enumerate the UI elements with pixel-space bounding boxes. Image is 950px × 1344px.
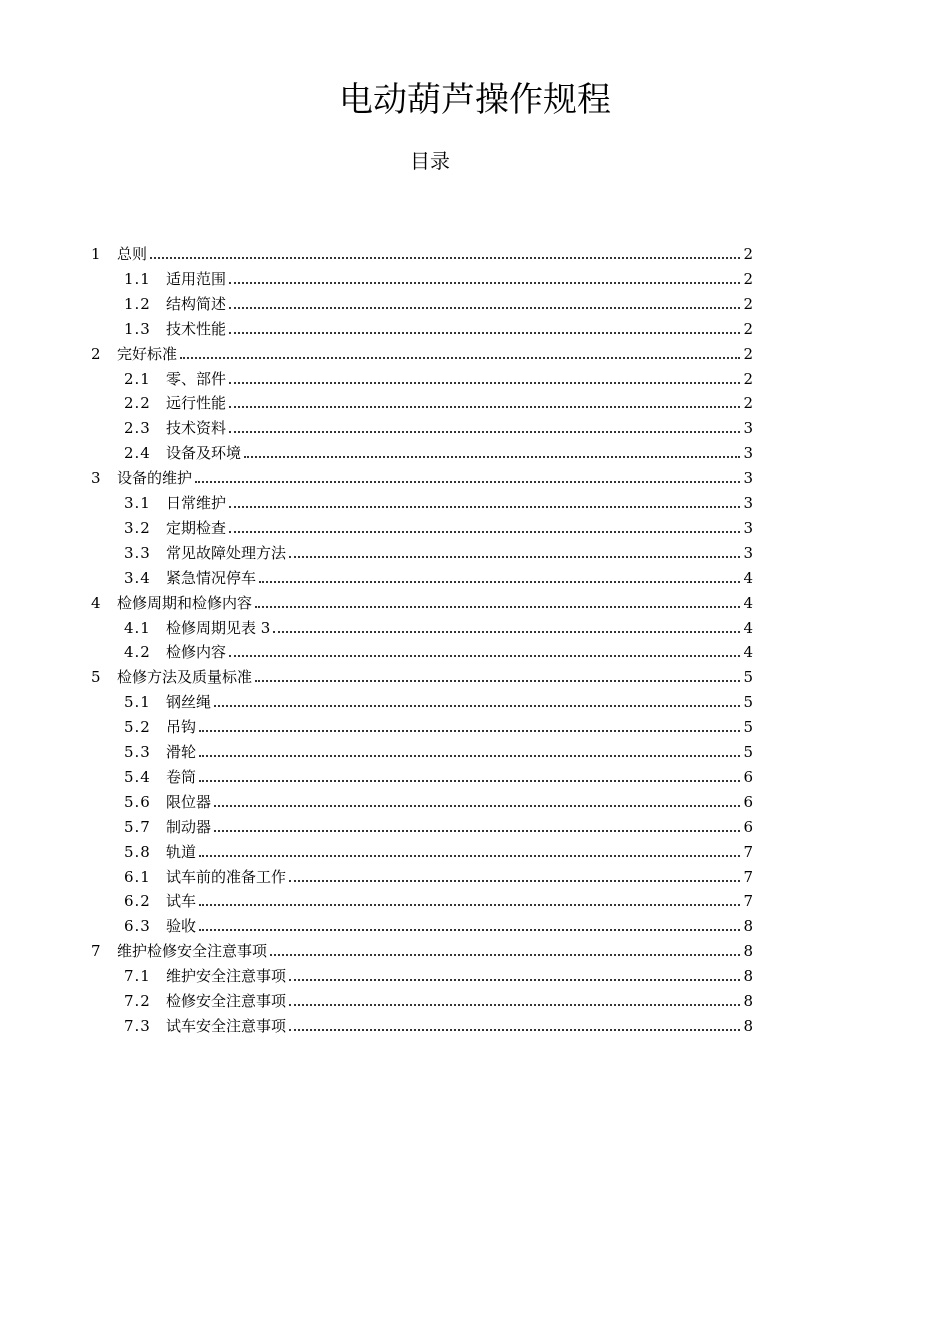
toc-entry-page-number: 7 bbox=[743, 867, 753, 886]
toc-entry-label: 远行性能 bbox=[166, 394, 227, 413]
toc-entry-page-number: 5 bbox=[743, 718, 753, 737]
toc-entry-number: 5.8 bbox=[124, 842, 151, 861]
toc-entry-label: 试车安全注意事项 bbox=[166, 1016, 287, 1035]
toc-entry-number: 4.1 bbox=[124, 618, 151, 637]
toc-entry-label: 卷筒 bbox=[166, 767, 197, 786]
toc-entry-page-number: 7 bbox=[743, 842, 753, 861]
toc-entry-label: 常见故障处理方法 bbox=[166, 543, 287, 562]
toc-entry-page-number: 2 bbox=[743, 269, 753, 288]
toc-entry-page-number: 3 bbox=[743, 419, 753, 438]
toc-entry[interactable] bbox=[124, 887, 753, 911]
toc-entry-label: 技术资料 bbox=[166, 419, 227, 438]
toc-entry-label: 总则 bbox=[117, 245, 148, 263]
toc-leader-dots bbox=[229, 431, 740, 433]
toc-entry[interactable] bbox=[124, 315, 753, 339]
toc-entry-label: 试车 bbox=[166, 892, 197, 911]
toc-leader-dots bbox=[150, 257, 740, 259]
toc-entry-page-number: 8 bbox=[743, 1016, 753, 1035]
toc-entry[interactable] bbox=[124, 788, 753, 812]
toc-entry-page-number: 3 bbox=[743, 494, 753, 512]
toc-entry[interactable] bbox=[124, 365, 753, 389]
toc-entry[interactable] bbox=[124, 987, 753, 1011]
toc-entry-page-number: 8 bbox=[743, 967, 753, 986]
toc-entry-page-number: 2 bbox=[743, 369, 753, 388]
toc-leader-dots bbox=[229, 282, 740, 284]
toc-leader-dots bbox=[199, 904, 740, 906]
toc-entry[interactable] bbox=[124, 713, 753, 737]
toc-leader-dots bbox=[289, 880, 740, 882]
toc-entry-number: 3.2 bbox=[124, 518, 151, 537]
toc-entry-label: 技术性能 bbox=[166, 319, 227, 338]
toc-entry-number: 1.3 bbox=[124, 319, 151, 338]
toc-entry-label: 紧急情况停车 bbox=[166, 568, 257, 587]
toc-entry-label: 试车前的准备工作 bbox=[166, 867, 287, 886]
toc-entry[interactable] bbox=[124, 813, 753, 837]
toc-heading: 目录 bbox=[410, 149, 450, 173]
toc-entry-number: 5.7 bbox=[124, 817, 151, 836]
toc-entry[interactable] bbox=[124, 539, 753, 563]
toc-leader-dots bbox=[199, 730, 740, 732]
toc-leader-dots bbox=[229, 332, 740, 334]
toc-entry[interactable] bbox=[91, 240, 753, 264]
toc-entry-label: 检修周期和检修内容 bbox=[117, 593, 253, 612]
toc-entry-label: 维护检修安全注意事项 bbox=[117, 942, 268, 961]
toc-entry-label: 日常维护 bbox=[166, 494, 227, 512]
toc-entry-page-number: 3 bbox=[743, 469, 753, 488]
toc-entry-number: 6.1 bbox=[124, 867, 151, 886]
toc-entry-number: 6.3 bbox=[124, 917, 151, 936]
toc-entry-page-number: 5 bbox=[743, 743, 753, 761]
toc-leader-dots bbox=[214, 805, 740, 807]
toc-entry-label: 检修内容 bbox=[166, 643, 227, 662]
toc-entry-page-number: 3 bbox=[743, 543, 753, 562]
toc-entry-label: 维护安全注意事项 bbox=[166, 967, 287, 986]
toc-entry[interactable] bbox=[91, 464, 753, 488]
toc-leader-dots bbox=[270, 954, 740, 956]
toc-leader-dots bbox=[255, 680, 740, 682]
toc-entry-label: 钢丝绳 bbox=[166, 693, 212, 712]
toc-entry-number: 4 bbox=[91, 593, 101, 612]
toc-leader-dots bbox=[259, 581, 740, 583]
toc-entry-page-number: 8 bbox=[743, 917, 753, 936]
toc-leader-dots bbox=[199, 755, 740, 757]
toc-entry-number: 4.2 bbox=[124, 643, 151, 662]
toc-leader-dots bbox=[214, 830, 740, 832]
toc-entry[interactable] bbox=[124, 688, 753, 712]
toc-entry-number: 7.2 bbox=[124, 992, 151, 1010]
toc-entry[interactable] bbox=[124, 763, 753, 787]
toc-leader-dots bbox=[214, 705, 740, 707]
toc-entry-number: 2 bbox=[91, 344, 101, 363]
toc-entry-page-number: 4 bbox=[743, 593, 753, 612]
toc-entry-page-number: 4 bbox=[743, 643, 753, 662]
toc-entry-page-number: 6 bbox=[743, 817, 753, 836]
toc-entry-page-number: 4 bbox=[743, 618, 753, 637]
toc-entry[interactable] bbox=[124, 863, 753, 887]
toc-entry-number: 5.2 bbox=[124, 718, 151, 737]
toc-entry[interactable] bbox=[91, 937, 753, 961]
toc-entry-label: 设备及环境 bbox=[166, 444, 242, 463]
toc-entry-label: 检修安全注意事项 bbox=[166, 992, 287, 1010]
toc-leader-dots bbox=[199, 780, 740, 782]
toc-entry-label: 定期检查 bbox=[166, 518, 227, 537]
toc-entry-number: 7 bbox=[91, 942, 101, 961]
toc-leader-dots bbox=[199, 929, 740, 931]
toc-entry-page-number: 6 bbox=[743, 792, 753, 811]
toc-entry-label: 结构简述 bbox=[166, 294, 227, 313]
toc-entry-page-number: 5 bbox=[743, 693, 753, 712]
toc-entry-number: 3 bbox=[91, 469, 101, 488]
toc-entry-number: 5.4 bbox=[124, 767, 151, 786]
toc-leader-dots bbox=[199, 855, 740, 857]
toc-entry[interactable] bbox=[124, 738, 753, 762]
toc-entry-number: 5.3 bbox=[124, 743, 151, 761]
toc-entry[interactable] bbox=[124, 912, 753, 936]
toc-entry-number: 2.2 bbox=[124, 394, 151, 413]
toc-entry-page-number: 2 bbox=[743, 294, 753, 313]
toc-entry-number: 2.1 bbox=[124, 369, 151, 388]
toc-entry-number: 5.6 bbox=[124, 792, 151, 811]
toc-entry[interactable] bbox=[124, 962, 753, 986]
toc-leader-dots bbox=[273, 631, 740, 633]
toc-leader-dots bbox=[229, 406, 740, 408]
toc-entry-page-number: 6 bbox=[743, 767, 753, 786]
toc-leader-dots bbox=[180, 357, 740, 359]
toc-entry[interactable] bbox=[124, 290, 753, 314]
toc-entry-page-number: 3 bbox=[743, 444, 753, 463]
toc-leader-dots bbox=[229, 531, 740, 533]
toc-entry-label: 零、部件 bbox=[166, 369, 227, 388]
toc-entry[interactable] bbox=[124, 414, 753, 438]
toc-entry-page-number: 5 bbox=[743, 668, 753, 687]
toc-entry[interactable] bbox=[124, 489, 753, 513]
toc-entry-number: 1.2 bbox=[124, 294, 151, 313]
toc-entry-label: 适用范围 bbox=[166, 269, 227, 288]
toc-entry-label: 限位器 bbox=[166, 792, 212, 811]
toc-leader-dots bbox=[289, 1029, 740, 1031]
toc-entry-label: 检修方法及质量标准 bbox=[117, 668, 253, 687]
toc-entry-page-number: 2 bbox=[743, 394, 753, 413]
toc-leader-dots bbox=[289, 1004, 740, 1006]
toc-entry-label: 设备的维护 bbox=[117, 469, 193, 488]
toc-leader-dots bbox=[289, 979, 740, 981]
toc-leader-dots bbox=[229, 506, 740, 508]
toc-entry-number: 3.3 bbox=[124, 543, 151, 562]
toc-entry-label: 轨道 bbox=[166, 842, 197, 861]
toc-entry-number: 7.3 bbox=[124, 1016, 151, 1035]
document-title: 电动葫芦操作规程 bbox=[339, 80, 611, 120]
toc-entry-page-number: 3 bbox=[743, 518, 753, 537]
toc-leader-dots bbox=[244, 456, 740, 458]
toc-entry[interactable] bbox=[124, 265, 753, 289]
toc-entry-page-number: 8 bbox=[743, 942, 753, 961]
toc-leader-dots bbox=[255, 606, 740, 608]
toc-entry-number: 5.1 bbox=[124, 693, 151, 712]
toc-entry[interactable] bbox=[124, 838, 753, 862]
toc-entry-label: 检修周期见表 3 bbox=[166, 618, 271, 637]
toc-entry-number: 3.1 bbox=[124, 494, 151, 512]
toc-entry[interactable] bbox=[124, 564, 753, 588]
toc-entry-label: 滑轮 bbox=[166, 743, 197, 761]
toc-entry[interactable] bbox=[124, 614, 753, 638]
toc-entry[interactable] bbox=[124, 514, 753, 538]
toc-entry-label: 验收 bbox=[166, 917, 197, 936]
toc-entry-page-number: 7 bbox=[743, 892, 753, 911]
toc-entry-page-number: 2 bbox=[743, 245, 753, 263]
toc-leader-dots bbox=[229, 307, 740, 309]
toc-entry-page-number: 4 bbox=[743, 568, 753, 587]
toc-leader-dots bbox=[289, 556, 740, 558]
toc-entry[interactable] bbox=[124, 389, 753, 413]
toc-entry-number: 3.4 bbox=[124, 568, 151, 587]
toc-entry[interactable] bbox=[91, 340, 753, 364]
toc-entry-number: 5 bbox=[91, 668, 101, 687]
toc-entry-page-number: 2 bbox=[743, 319, 753, 338]
toc-leader-dots bbox=[229, 655, 740, 657]
toc-entry[interactable] bbox=[124, 638, 753, 662]
toc-entry-number: 1.1 bbox=[124, 269, 151, 288]
toc-entry[interactable] bbox=[91, 589, 753, 613]
toc-entry-label: 吊钩 bbox=[166, 718, 197, 737]
toc-entry-page-number: 2 bbox=[743, 344, 753, 363]
toc-entry[interactable] bbox=[91, 663, 753, 687]
toc-entry-label: 完好标准 bbox=[117, 344, 178, 363]
toc-entry[interactable] bbox=[124, 1012, 753, 1036]
toc-entry-number: 2.4 bbox=[124, 444, 151, 463]
toc-leader-dots bbox=[229, 382, 740, 384]
toc-entry-number: 2.3 bbox=[124, 419, 151, 438]
toc-entry-number: 1 bbox=[91, 245, 101, 263]
toc-entry-label: 制动器 bbox=[166, 817, 212, 836]
toc-entry-number: 7.1 bbox=[124, 967, 151, 986]
toc-entry-page-number: 8 bbox=[743, 992, 753, 1010]
toc-entry-number: 6.2 bbox=[124, 892, 151, 911]
toc-entry[interactable] bbox=[124, 439, 753, 463]
toc-leader-dots bbox=[195, 481, 740, 483]
